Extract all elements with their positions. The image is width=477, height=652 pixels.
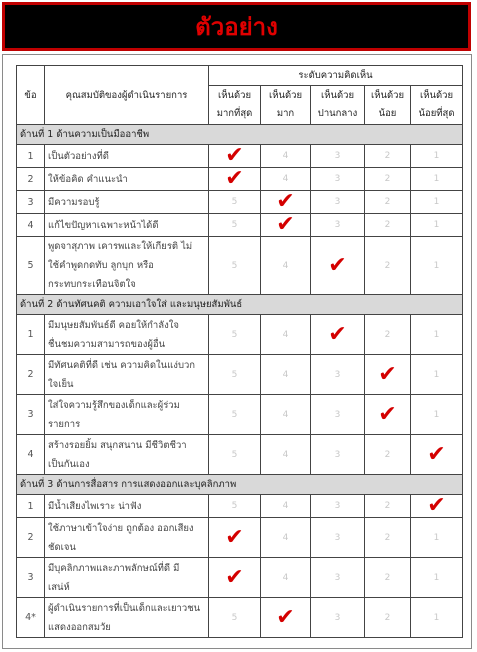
table-row xyxy=(17,355,463,395)
scale-header-2 xyxy=(261,86,311,125)
item-text-line: ชื่นชมความสามารถของผู้อื่น xyxy=(48,338,166,350)
table-row xyxy=(17,598,463,638)
score-value: 4 xyxy=(282,572,289,583)
score-cell xyxy=(411,395,463,435)
scale-line1: เห็นด้วย xyxy=(320,90,355,101)
item-text-line: พูดจาสุภาพ เคารพและให้เกียรติ ไม่ xyxy=(48,241,193,252)
score-cell xyxy=(365,518,411,558)
scale-header-4 xyxy=(365,86,411,125)
table-row xyxy=(17,191,463,214)
score-cell xyxy=(311,168,365,191)
score-cell xyxy=(365,315,411,355)
check-mark-icon: ✔ xyxy=(328,252,347,278)
score-value: 3 xyxy=(334,151,341,161)
item-text-line: รายการ xyxy=(48,418,81,430)
table-row xyxy=(17,495,463,518)
table-row xyxy=(17,168,463,191)
score-value: 2 xyxy=(384,220,391,230)
item-text xyxy=(45,315,209,355)
item-text xyxy=(45,598,209,638)
score-value: 5 xyxy=(231,409,238,420)
score-cell xyxy=(209,191,261,214)
score-value: 1 xyxy=(433,369,440,380)
header-attribute: คุณสมบัติของผู้ดำเนินรายการ xyxy=(45,66,209,125)
scale-header-1 xyxy=(209,86,261,125)
item-text-line: ผู้ดำเนินรายการที่เป็นเด็กและเยาวชน xyxy=(48,602,201,614)
table-row xyxy=(17,315,463,355)
table-row xyxy=(17,518,463,558)
check-mark-icon: ✔ xyxy=(225,144,244,168)
score-value: 5 xyxy=(231,329,238,340)
table-row xyxy=(17,435,463,475)
score-value: 2 xyxy=(384,260,391,271)
scale-line1: เห็นด้วย xyxy=(419,90,454,101)
score-value: 2 xyxy=(384,612,391,623)
score-value: 2 xyxy=(384,329,391,340)
item-text-line: ใช้คำพูดกดทับ ลูกบุก หรือ xyxy=(48,260,154,271)
score-value: 2 xyxy=(384,449,391,460)
score-cell xyxy=(365,191,411,214)
score-cell xyxy=(209,558,261,598)
survey-body xyxy=(17,125,463,638)
score-value: 4 xyxy=(282,449,289,460)
table-row xyxy=(17,214,463,237)
score-cell xyxy=(261,145,311,168)
title-banner xyxy=(2,2,471,51)
score-value: 4 xyxy=(282,409,289,420)
score-cell xyxy=(209,315,261,355)
scale-line2: มาก xyxy=(276,108,295,119)
item-text-line: มีความรอบรู้ xyxy=(48,196,100,208)
item-text-line: ใส่ใจความรู้สึกของเด็กและผู้ร่วม xyxy=(48,399,180,411)
item-text xyxy=(45,191,209,214)
score-cell xyxy=(365,598,411,638)
score-cell xyxy=(311,191,365,214)
score-value: 4 xyxy=(282,260,289,271)
section-title: ด้านที่ 1 ด้านความเป็นมืออาชีพ xyxy=(17,125,463,145)
page-title: ตัวอย่าง xyxy=(195,13,278,41)
score-cell xyxy=(411,495,463,518)
table-row xyxy=(17,395,463,435)
item-text xyxy=(45,435,209,475)
score-value: 5 xyxy=(231,197,238,207)
score-value: 5 xyxy=(231,612,238,623)
item-number: 3 xyxy=(17,191,45,214)
score-cell xyxy=(209,145,261,168)
item-text xyxy=(45,168,209,191)
score-cell xyxy=(411,145,463,168)
item-number: 4 xyxy=(17,435,45,475)
score-cell xyxy=(411,598,463,638)
section-title: ด้านที่ 2 ด้านทัศนคติ ความเอาใจใส่ และมนุษยสัมพันธ์ xyxy=(17,295,463,315)
scale-line1: เห็นด้วย xyxy=(217,90,252,101)
check-mark-icon: ✔ xyxy=(276,604,295,630)
score-value: 3 xyxy=(334,501,341,511)
score-cell xyxy=(365,435,411,475)
score-cell xyxy=(261,558,311,598)
score-cell xyxy=(365,395,411,435)
item-text-line: แก้ไขปัญหาเฉพาะหน้าได้ดี xyxy=(48,219,159,231)
score-cell xyxy=(209,395,261,435)
score-cell xyxy=(365,168,411,191)
score-cell xyxy=(311,435,365,475)
score-cell xyxy=(209,435,261,475)
score-cell xyxy=(411,558,463,598)
item-number: 3 xyxy=(17,395,45,435)
item-text-line: เป็นตัวอย่างที่ดี xyxy=(48,150,109,162)
score-value: 2 xyxy=(384,151,391,161)
score-value: 3 xyxy=(334,174,341,184)
check-mark-icon: ✔ xyxy=(225,564,244,590)
score-cell xyxy=(411,214,463,237)
section-row xyxy=(17,125,463,145)
item-text xyxy=(45,518,209,558)
item-text-line: ใจเย็น xyxy=(48,378,74,390)
item-text xyxy=(45,237,209,295)
score-value: 4 xyxy=(282,151,289,161)
check-mark-icon: ✔ xyxy=(225,167,244,191)
item-text-line: สร้างรอยยิ้ม สนุกสนาน มีชีวิตชีวา xyxy=(48,439,187,451)
score-value: 4 xyxy=(282,501,289,511)
score-value: 3 xyxy=(334,197,341,207)
score-cell xyxy=(209,214,261,237)
score-cell xyxy=(209,168,261,191)
score-value: 1 xyxy=(433,174,440,184)
score-value: 2 xyxy=(384,501,391,511)
item-text-line: มีบุคลิกภาพและภาพลักษณ์ที่ดี มี xyxy=(48,562,180,574)
scale-line2: มากที่สุด xyxy=(216,108,253,119)
item-text-line: ชัดเจน xyxy=(48,541,76,553)
score-cell xyxy=(365,214,411,237)
item-text-line: กระทบกระเทือนจิตใจ xyxy=(48,279,136,290)
score-cell xyxy=(411,315,463,355)
score-value: 2 xyxy=(384,197,391,207)
check-mark-icon: ✔ xyxy=(427,441,446,467)
item-text-line: มีน้ำเสียงไพเราะ น่าฟัง xyxy=(48,500,142,512)
item-number: 1 xyxy=(17,145,45,168)
item-number: 1 xyxy=(17,315,45,355)
score-cell xyxy=(209,598,261,638)
score-cell xyxy=(261,355,311,395)
score-cell xyxy=(411,435,463,475)
score-value: 1 xyxy=(433,612,440,623)
item-text xyxy=(45,355,209,395)
item-text-line: แสดงออกสมวัย xyxy=(48,621,111,633)
table-row xyxy=(17,558,463,598)
score-cell xyxy=(311,518,365,558)
score-value: 3 xyxy=(334,449,341,460)
score-cell xyxy=(311,237,365,295)
score-cell xyxy=(411,168,463,191)
scale-line2: น้อย xyxy=(378,108,397,119)
scale-line1: เห็นด้วย xyxy=(268,90,303,101)
item-text xyxy=(45,395,209,435)
score-cell xyxy=(411,518,463,558)
score-cell xyxy=(261,435,311,475)
score-value: 3 xyxy=(334,369,341,380)
score-value: 1 xyxy=(433,329,440,340)
score-value: 5 xyxy=(231,449,238,460)
item-text xyxy=(45,214,209,237)
score-cell xyxy=(365,355,411,395)
score-cell xyxy=(311,558,365,598)
score-value: 4 xyxy=(282,174,289,184)
scale-line2: ปานกลาง xyxy=(317,108,358,119)
score-cell xyxy=(261,237,311,295)
score-value: 1 xyxy=(433,532,440,543)
score-cell xyxy=(209,237,261,295)
item-text-line: เป็นกันเอง xyxy=(48,458,90,470)
score-cell xyxy=(311,355,365,395)
scale-header-5 xyxy=(411,86,463,125)
survey-table xyxy=(16,65,463,638)
section-title: ด้านที่ 3 ด้านการสื่อสาร การแสดงออกและบุคลิกภาพ xyxy=(17,475,463,495)
score-value: 2 xyxy=(384,532,391,543)
check-mark-icon: ✔ xyxy=(328,321,347,347)
score-cell xyxy=(411,355,463,395)
check-mark-icon: ✔ xyxy=(378,401,397,427)
score-value: 3 xyxy=(334,572,341,583)
item-text-line: มีทัศนคติที่ดี เช่น ความคิดในแง่บวก xyxy=(48,359,196,371)
table-row xyxy=(17,237,463,295)
score-value: 1 xyxy=(433,409,440,420)
score-cell xyxy=(209,518,261,558)
item-number: 1 xyxy=(17,495,45,518)
check-mark-icon: ✔ xyxy=(276,213,295,237)
table-row xyxy=(17,145,463,168)
score-cell xyxy=(311,395,365,435)
score-cell xyxy=(209,355,261,395)
item-text-line: ใช้ภาษาเข้าใจง่าย ถูกต้อง ออกเสียง xyxy=(48,522,194,534)
score-cell xyxy=(261,598,311,638)
check-mark-icon: ✔ xyxy=(378,361,397,387)
score-cell xyxy=(311,315,365,355)
item-number: 3 xyxy=(17,558,45,598)
score-value: 2 xyxy=(384,174,391,184)
item-number: 4 xyxy=(17,214,45,237)
score-cell xyxy=(365,495,411,518)
score-value: 4 xyxy=(282,369,289,380)
scale-line2: น้อยที่สุด xyxy=(418,108,455,119)
score-cell xyxy=(311,145,365,168)
score-cell xyxy=(261,495,311,518)
score-cell xyxy=(365,558,411,598)
item-text-line: มีมนุษยสัมพันธ์ดี คอยให้กำลังใจ xyxy=(48,319,179,331)
score-value: 1 xyxy=(433,197,440,207)
score-value: 2 xyxy=(384,572,391,583)
section-row xyxy=(17,475,463,495)
section-row xyxy=(17,295,463,315)
score-cell xyxy=(365,145,411,168)
score-cell xyxy=(365,237,411,295)
check-mark-icon: ✔ xyxy=(427,494,446,518)
scale-line1: เห็นด้วย xyxy=(370,90,405,101)
header-no: ข้อ xyxy=(17,66,45,125)
score-cell xyxy=(261,168,311,191)
check-mark-icon: ✔ xyxy=(276,190,295,214)
score-value: 5 xyxy=(231,260,238,271)
score-value: 1 xyxy=(433,151,440,161)
score-cell xyxy=(311,598,365,638)
score-cell xyxy=(261,315,311,355)
score-cell xyxy=(261,395,311,435)
score-value: 3 xyxy=(334,220,341,230)
score-cell xyxy=(261,214,311,237)
item-number: 2 xyxy=(17,518,45,558)
score-value: 5 xyxy=(231,501,238,511)
item-number: 4* xyxy=(17,598,45,638)
item-text xyxy=(45,145,209,168)
score-cell xyxy=(411,237,463,295)
score-value: 5 xyxy=(231,220,238,230)
item-text xyxy=(45,495,209,518)
score-value: 1 xyxy=(433,572,440,583)
scale-header-3 xyxy=(311,86,365,125)
score-cell xyxy=(209,495,261,518)
item-text-line: ให้ข้อคิด คำแนะนำ xyxy=(48,173,128,185)
item-text-line: เสน่ห์ xyxy=(48,581,70,593)
score-cell xyxy=(261,518,311,558)
score-value: 1 xyxy=(433,220,440,230)
score-value: 5 xyxy=(231,369,238,380)
score-cell xyxy=(261,191,311,214)
score-cell xyxy=(411,191,463,214)
item-number: 5 xyxy=(17,237,45,295)
header-level: ระดับความคิดเห็น xyxy=(209,66,463,86)
score-cell xyxy=(311,495,365,518)
score-value: 4 xyxy=(282,329,289,340)
item-number: 2 xyxy=(17,168,45,191)
score-value: 3 xyxy=(334,532,341,543)
score-value: 1 xyxy=(433,260,440,271)
item-text xyxy=(45,558,209,598)
check-mark-icon: ✔ xyxy=(225,524,244,550)
score-value: 4 xyxy=(282,532,289,543)
score-cell xyxy=(311,214,365,237)
score-value: 3 xyxy=(334,409,341,420)
item-number: 2 xyxy=(17,355,45,395)
score-value: 3 xyxy=(334,612,341,623)
